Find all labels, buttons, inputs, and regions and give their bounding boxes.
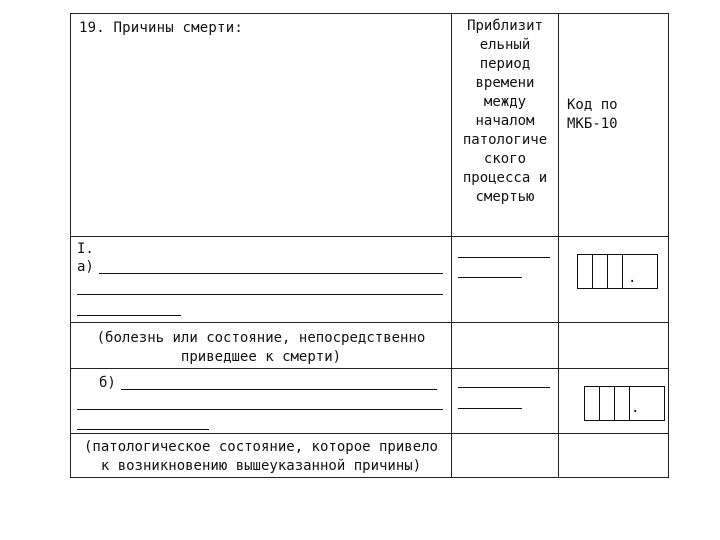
icd-line: Код по [567, 97, 618, 113]
period-a-line-1[interactable] [458, 257, 550, 258]
period-b-line-1[interactable] [458, 387, 550, 388]
note-b-cell [71, 434, 452, 478]
period-line: между [483, 94, 527, 110]
period-b-cell [452, 369, 559, 434]
period-a-cell [452, 237, 559, 323]
section-title: 19. Причины смерти: [79, 20, 243, 36]
icd-a-box-3[interactable] [607, 254, 623, 289]
cause-b-label: б) [99, 375, 116, 391]
note-b-period-cell [452, 434, 559, 478]
icd-b-dot: . [631, 400, 640, 416]
roman-numeral: I. [77, 241, 94, 257]
icd-b-box-2[interactable] [599, 386, 615, 421]
cause-b-line-1[interactable] [121, 389, 437, 390]
period-a-line-2[interactable] [458, 277, 522, 278]
period-line: смертью [475, 189, 535, 205]
icd-header-cell [559, 14, 669, 237]
cause-a-line-3[interactable] [77, 315, 181, 316]
period-line: Приблизит [467, 18, 543, 34]
period-header [452, 14, 558, 207]
cause-b-line-3[interactable] [77, 429, 209, 430]
icd-b-box-1[interactable] [584, 386, 600, 421]
cause-a-line-1[interactable] [99, 273, 443, 274]
note-b-line: к возникновению вышеуказанной причины) [100, 458, 422, 474]
note-a-icd-cell [559, 323, 669, 369]
note-a-line: приведшее к смерти) [180, 349, 342, 365]
period-header-cell [452, 14, 559, 237]
period-line: патологиче [462, 132, 548, 148]
icd-a-code-boxes[interactable] [578, 254, 658, 289]
icd-b-box-3[interactable] [614, 386, 630, 421]
icd-a-box-1[interactable] [577, 254, 593, 289]
period-line: ельный [479, 37, 531, 53]
death-certificate-form [70, 13, 669, 478]
icd-a-cell [559, 237, 669, 323]
causes-header-cell [71, 14, 452, 237]
icd-a-dot: . [628, 270, 637, 286]
period-line: началом [475, 113, 535, 129]
cause-a-line-2[interactable] [77, 294, 443, 295]
period-line: период [479, 56, 531, 72]
icd-b-code-boxes[interactable] [585, 386, 665, 421]
note-a [71, 323, 451, 367]
icd-header [559, 14, 668, 134]
cause-b-line-2[interactable] [77, 409, 443, 410]
cause-b-cell [71, 369, 452, 434]
icd-a-box-2[interactable] [592, 254, 608, 289]
note-a-period-cell [452, 323, 559, 369]
period-line: процесса и [462, 170, 548, 186]
cause-a-cell [71, 237, 452, 323]
icd-line: МКБ-10 [567, 116, 618, 132]
period-line: времени [475, 75, 535, 91]
note-b-icd-cell [559, 434, 669, 478]
note-b [71, 434, 451, 476]
note-a-cell [71, 323, 452, 369]
period-b-line-2[interactable] [458, 408, 522, 409]
note-a-line: (болезнь или состояние, непосредственно [96, 330, 426, 346]
cause-a-label: а) [77, 259, 94, 275]
note-b-line: (патологическое состояние, которое привело [83, 439, 438, 455]
period-line: ского [483, 151, 527, 167]
icd-b-cell [559, 369, 669, 434]
